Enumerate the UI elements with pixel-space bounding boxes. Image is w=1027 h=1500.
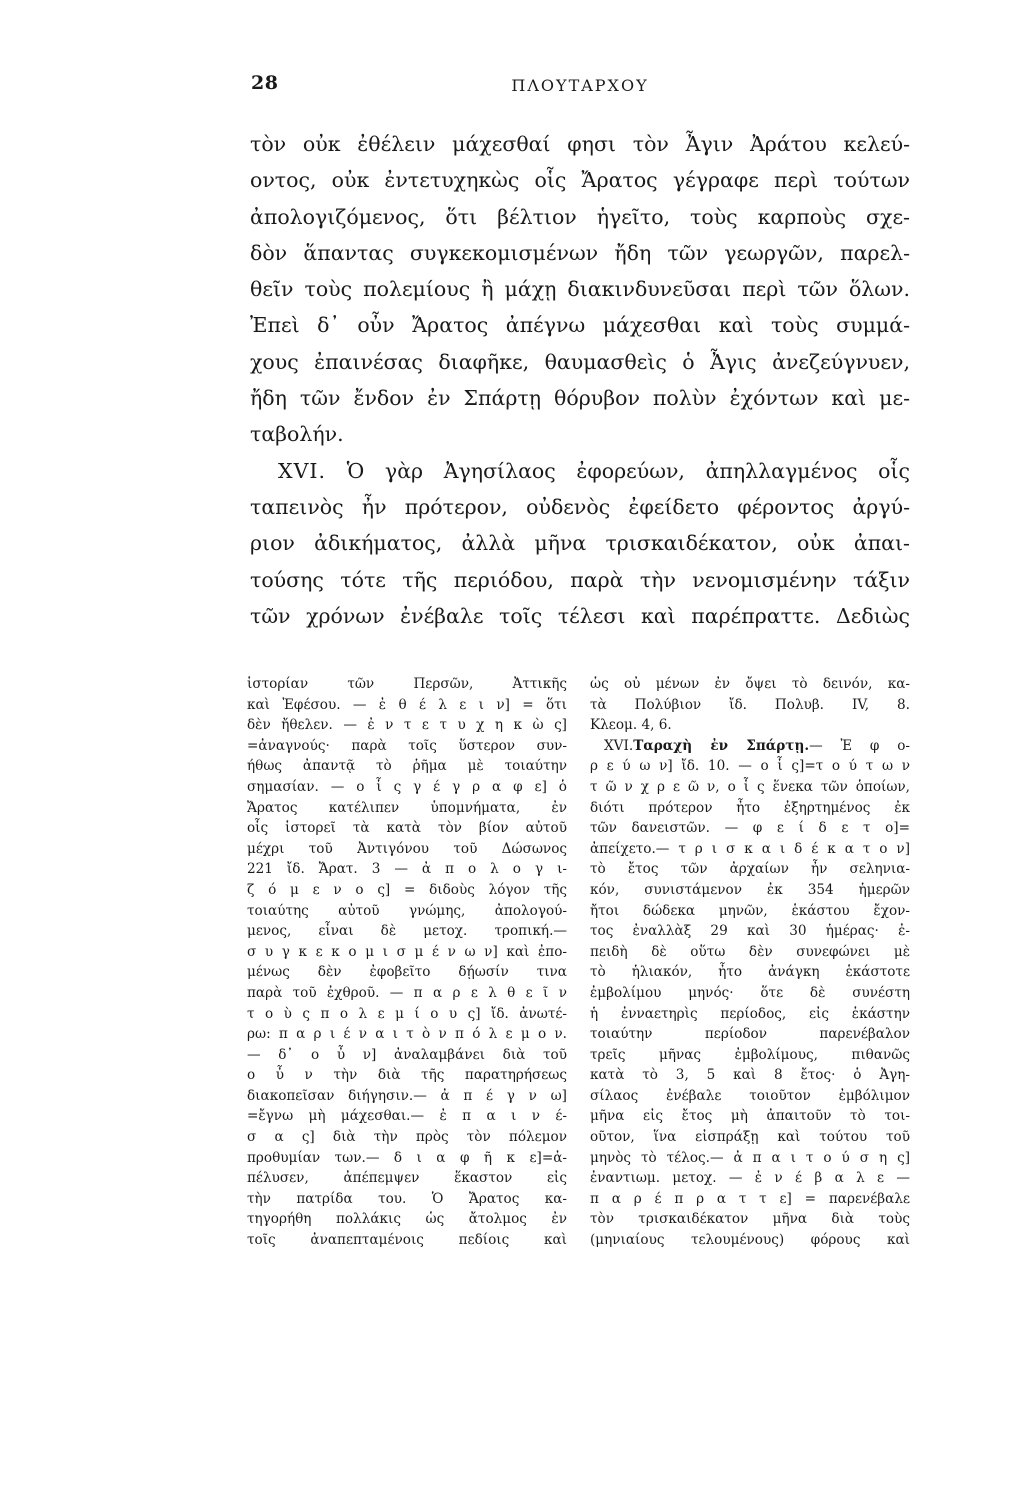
page-number: 28 <box>251 72 279 94</box>
note-line: ἱστορίαν τῶν Περσῶν, Ἀττικῆς <box>247 676 567 692</box>
note-line: =ἔγνω μὴ μάχεσθαι.— ἐ π α ι ν έ- <box>247 1108 567 1125</box>
main-line: ριον ἀδικήματος, ἀλλὰ μῆνα τρισκαιδέκατον, οὐκ ἀπαι- <box>250 531 910 556</box>
main-line: χους ἐπαινέσας διαφῆκε, θαυμασθεὶς ὁ Ἆγις ἀνεζεύγνυεν, <box>250 349 910 374</box>
note-line: δὲν ἤθελεν. — ἐ ν τ ε τ υ χ η κ ὼ ς] <box>247 717 567 734</box>
note-line: ἡ ἐνναετηρὶς περίοδος, εἰς ἑκάστην <box>590 1005 910 1022</box>
note-line: π α ρ έ π ρ α τ τ ε] = παρενέβαλε <box>590 1190 910 1207</box>
note-line: τοῖς ἀναπεπταμένοις πεδίοις καὶ <box>247 1232 567 1249</box>
note-line: πειδὴ δὲ οὕτω δὲν συνεφώνει μὲ <box>590 943 910 960</box>
note-line: τοιαύτης αὐτοῦ γνώμης, ἀπολογού- <box>247 902 567 919</box>
running-title: ΠΛΟΥΤΑΡΧΟΥ <box>511 76 649 95</box>
note-line: σίλαος ἐνέβαλε τοιοῦτον ἐμβόλιμον <box>590 1087 910 1104</box>
note-line: Κλεομ. 4, 6. <box>590 717 672 734</box>
note-line: τὴν πατρίδα του. Ὁ Ἄρατος κα- <box>247 1190 567 1207</box>
main-line: ἀπολογιζόμενος, ὅτι βέλτιον ἡγεῖτο, τοὺς καρποὺς σχε- <box>250 204 910 229</box>
heading-tail: — Ἐ φ ο- <box>809 737 910 754</box>
note-line: (μηνιαίους τελουμένους) φόρους καὶ <box>590 1232 910 1249</box>
note-line: σ υ γ κ ε κ ο μ ι σ μ έ ν ω ν] καὶ ἐπο- <box>247 943 567 960</box>
note-line: ζ ό μ ε ν ο ς] = διδοὺς λόγον τῆς <box>247 881 567 898</box>
note-line: 221 ἴδ. Ἄρατ. 3 — ἀ π ο λ ο γ ι- <box>247 861 567 878</box>
main-line: τὸν οὐκ ἐθέλειν μάχεσθαί φησι τὸν Ἆγιν Ἀράτου κελεύ- <box>250 132 910 156</box>
note-line: πέλυσεν, ἀπέπεμψεν ἕκαστον εἰς <box>247 1170 567 1187</box>
note-line: τῶν δανειστῶν. — φ ε ί δ ε τ ο]= <box>590 820 910 837</box>
note-line: τ ο ὺ ς π ο λ ε μ ί ο υ ς] ἴδ. ἀνωτέ- <box>247 1005 567 1022</box>
note-line: ρ ε ύ ω ν] ἴδ. 10. — ο ἷ ς]=τ ο ύ τ ω ν <box>590 758 910 775</box>
chapter-first-line <box>250 453 910 489</box>
chapter-numeral: XVI. <box>278 458 327 483</box>
main-line: δὸν ἅπαντας συγκεκομισμένων ἤδη τῶν γεωργῶν, παρελ- <box>250 240 910 265</box>
note-line: κατὰ τὸ 3, 5 καὶ 8 ἔτος· ὁ Ἀγη- <box>590 1067 910 1084</box>
note-line: ἀπείχετο.— τ ρ ι σ κ α ι δ έ κ α τ ο ν] <box>590 840 910 857</box>
note-line: μενος, εἶναι δὲ μετοχ. τροπική.— <box>247 923 567 940</box>
main-line: ἤδη τῶν ἔνδον ἐν Σπάρτῃ θόρυβον πολὺν ἐχόντων καὶ με- <box>250 386 910 411</box>
main-line: θεῖν τοὺς πολεμίους ἢ μάχῃ διακινδυνεῦσαι περὶ τῶν ὅλων. <box>250 277 910 302</box>
note-line: τὰ Πολύβιον ἴδ. Πολυβ. IV, 8. <box>590 696 910 713</box>
note-line: παρὰ τοῦ ἐχθροῦ. — π α ρ ε λ θ ε ῖ ν <box>247 984 567 1001</box>
section-heading: Ταραχὴ ἐν Σπάρτῃ. <box>633 737 810 754</box>
note-line: ήθως ἀπαντᾷ τὸ ῥῆμα μὲ τοιαύτην <box>247 758 567 775</box>
note-line: καὶ Ἐφέσου. — ἐ θ έ λ ε ι ν] = ὅτι <box>247 696 567 713</box>
note-line: τηγορήθη πολλάκις ὡς ἄτολμος ἐν <box>247 1211 567 1228</box>
chapter-numeral: XVI. <box>604 737 634 754</box>
note-line: τὸ ἔτος τῶν ἀρχαίων ἦν σεληνια- <box>590 861 910 878</box>
note-line: μένως δὲν ἐφοβεῖτο δῄωσίν τινα <box>247 964 567 981</box>
note-line: τὸ ἡλιακόν, ἦτο ἀνάγκη ἑκάστοτε <box>590 964 910 981</box>
note-line: διότι πρότερον ἦτο ἐξηρτημένος ἐκ <box>590 799 910 816</box>
note-line: μῆνα εἰς ἔτος μὴ ἀπαιτοῦν τὸ τοι- <box>590 1108 910 1125</box>
note-line: τὸν τρισκαιδέκατον μῆνα διὰ τοὺς <box>590 1211 910 1228</box>
main-text <box>250 126 910 634</box>
note-line: ἐμβολίμου μηνός· ὅτε δὲ συνέστη <box>590 984 910 1001</box>
section-heading-line <box>590 736 910 757</box>
main-line: ταβολήν. <box>250 422 344 447</box>
note-line: μέχρι τοῦ Ἀντιγόνου τοῦ Δώσωνος <box>247 840 567 857</box>
note-line: σημασίαν. — ο ἷ ς γ έ γ ρ α φ ε] ὁ <box>247 778 567 795</box>
note-line: Ἄρατος κατέλιπεν ὑπομνήματα, ἐν <box>247 799 567 816</box>
note-line: μηνὸς τὸ τέλος.— ἀ π α ι τ ο ύ σ η ς] <box>590 1149 910 1166</box>
main-line: ταπεινὸς ἦν πρότερον, οὐδενὸς ἐφείδετο φέροντος ἀργύ- <box>250 494 910 519</box>
note-line: προθυμίαν των.— δ ι α φ ῆ κ ε]=ἀ- <box>247 1149 567 1166</box>
note-line: τοιαύτην περίοδον παρενέβαλον <box>590 1026 910 1043</box>
note-line: ὡς οὐ μένων ἐν ὄψει τὸ δεινόν, κα- <box>590 676 910 692</box>
note-line: τος ἐναλλὰξ 29 καὶ 30 ἡμέρας· ἐ- <box>590 923 910 940</box>
main-line: οντος, οὐκ ἐντετυχηκὼς οἷς Ἄρατος γέγραφε περὶ τούτων <box>250 168 910 193</box>
note-line: τ ῶ ν χ ρ ε ῶ ν, ο ἷ ς ἕνεκα τῶν ὁποίων, <box>590 778 910 795</box>
footnotes-right-column <box>590 674 910 1251</box>
note-line: ἐναντιωμ. μετοχ. — ἐ ν έ β α λ ε — <box>590 1170 910 1187</box>
footnotes-left-column <box>247 674 567 1251</box>
note-line: κόν, συνιστάμενον ἐκ 354 ἡμερῶν <box>590 881 910 898</box>
main-line: τῶν χρόνων ἐνέβαλε τοῖς τέλεσι καὶ παρέπραττε. Δεδιὼς <box>250 603 910 628</box>
note-line: οῦτον, ἵνα εἰσπράξῃ καὶ τούτου τοῦ <box>590 1129 910 1146</box>
main-line-text: Ὁ γὰρ Ἀγησίλαος ἐφορεύων, ἀπηλλαγμένος οἷς <box>346 458 910 483</box>
note-line: τρεῖς μῆνας ἐμβολίμους, πιθανῶς <box>590 1046 910 1063</box>
note-line: — δ᾽ ο ὖ ν] ἀναλαμβάνει διὰ τοῦ <box>247 1046 567 1063</box>
note-line: ἤτοι δώδεκα μηνῶν, ἑκάστου ἔχον- <box>590 902 910 919</box>
note-line: ρω: π α ρ ι έ ν α ι τ ὸ ν π ό λ ε μ ο ν. <box>247 1026 567 1043</box>
main-line: τούσης τότε τῆς περιόδου, παρὰ τὴν νενομισμένην τάξιν <box>250 567 910 592</box>
note-line: =ἀναγνούς· παρὰ τοῖς ὕστερον συν- <box>247 737 567 754</box>
note-line: διακοπεῖσαν διήγησιν.— ἀ π έ γ ν ω] <box>247 1087 567 1104</box>
note-line: σ α ς] διὰ τὴν πρὸς τὸν πόλεμον <box>247 1129 567 1146</box>
note-line: οἷς ἱστορεῖ τὰ κατὰ τὸν βίον αὐτοῦ <box>247 820 567 837</box>
main-line: Ἐπεὶ δ᾽ οὖν Ἄρατος ἀπέγνω μάχεσθαι καὶ τοὺς συμμά- <box>250 313 910 338</box>
note-line: ο ὖ ν τὴν διὰ τῆς παρατηρήσεως <box>247 1067 567 1084</box>
